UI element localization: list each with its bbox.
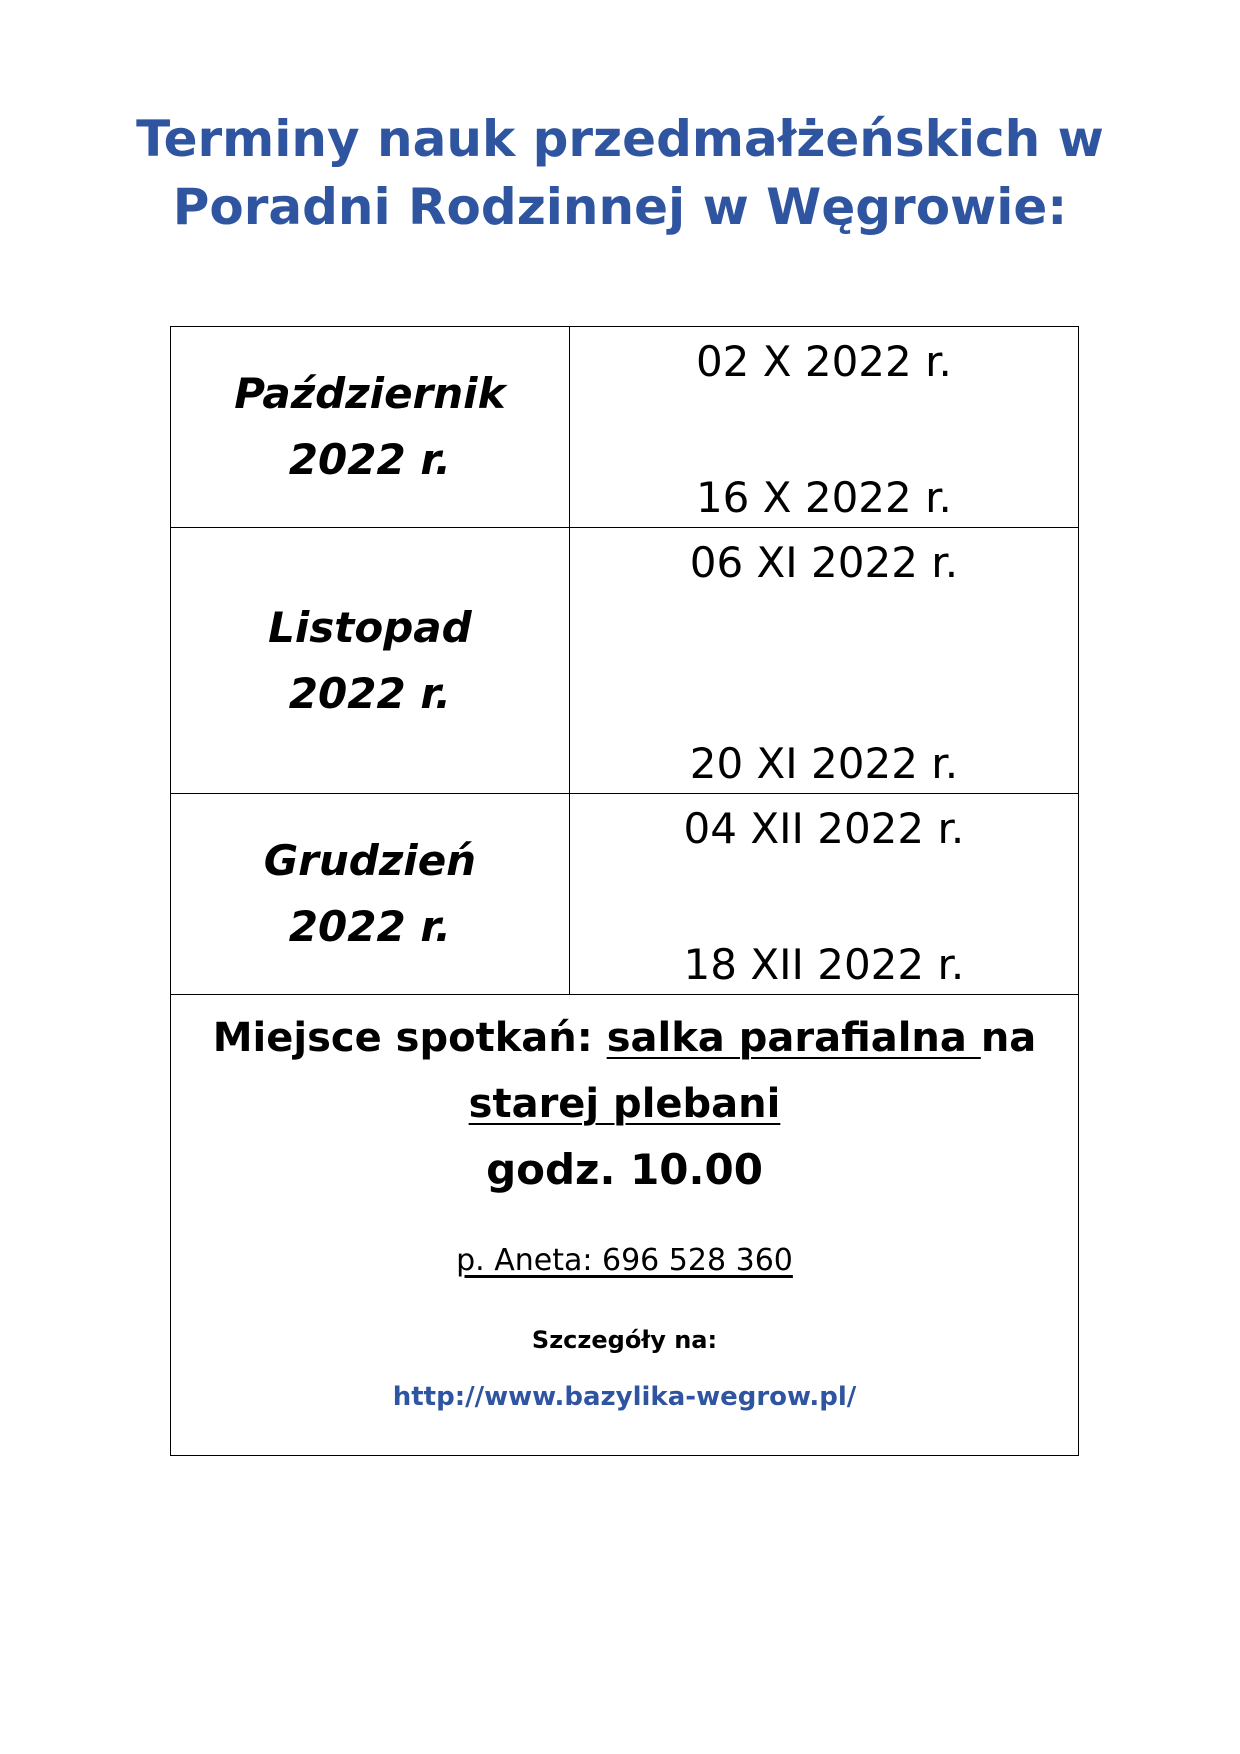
contact-phone[interactable]: p. Aneta: 696 528 360: [456, 1243, 793, 1278]
month-year: 2022 r.: [288, 902, 451, 951]
page-title: [0, 105, 1240, 241]
date-second: 20 XI 2022 r.: [689, 739, 959, 788]
meeting-hour: godz. 10.00: [486, 1145, 763, 1194]
info-cell: [171, 995, 1079, 1456]
info-row: [171, 995, 1079, 1456]
month-year: 2022 r.: [288, 435, 451, 484]
month-cell: [171, 794, 570, 995]
place-name-underlined-2: starej plebani: [468, 1081, 781, 1127]
month-name: Grudzień: [263, 836, 477, 885]
website-link[interactable]: http://www.bazylika-wegrow.pl/: [392, 1382, 857, 1412]
schedule-row: [171, 528, 1079, 794]
date-first: 06 XI 2022 r.: [689, 538, 959, 587]
date-first: 04 XII 2022 r.: [683, 804, 965, 853]
schedule-table: [170, 326, 1079, 1456]
place-name-underlined: salka parafialna: [606, 1015, 981, 1061]
schedule-row: [171, 327, 1079, 528]
dates-cell: [569, 327, 1078, 528]
dates-cell: [569, 528, 1078, 794]
date-second: 18 XII 2022 r.: [683, 940, 965, 989]
month-name: Listopad: [268, 602, 472, 652]
dates-cell: [569, 794, 1078, 995]
place-suffix: na: [980, 1015, 1037, 1061]
title-line-2: Poradni Rodzinnej w Węgrowie:: [172, 178, 1068, 236]
month-cell: [171, 327, 570, 528]
title-line-1: Terminy nauk przedmałżeńskich w: [136, 110, 1104, 168]
date-second: 16 X 2022 r.: [695, 473, 952, 522]
month-cell: [171, 528, 570, 794]
month-name: Październik: [234, 369, 506, 418]
meeting-place: [171, 1005, 1078, 1137]
schedule-row: [171, 794, 1079, 995]
details-label: Szczegóły na:: [531, 1326, 718, 1354]
date-first: 02 X 2022 r.: [695, 337, 952, 386]
month-year: 2022 r.: [288, 668, 451, 718]
place-prefix: Miejsce spotkań:: [212, 1015, 607, 1061]
